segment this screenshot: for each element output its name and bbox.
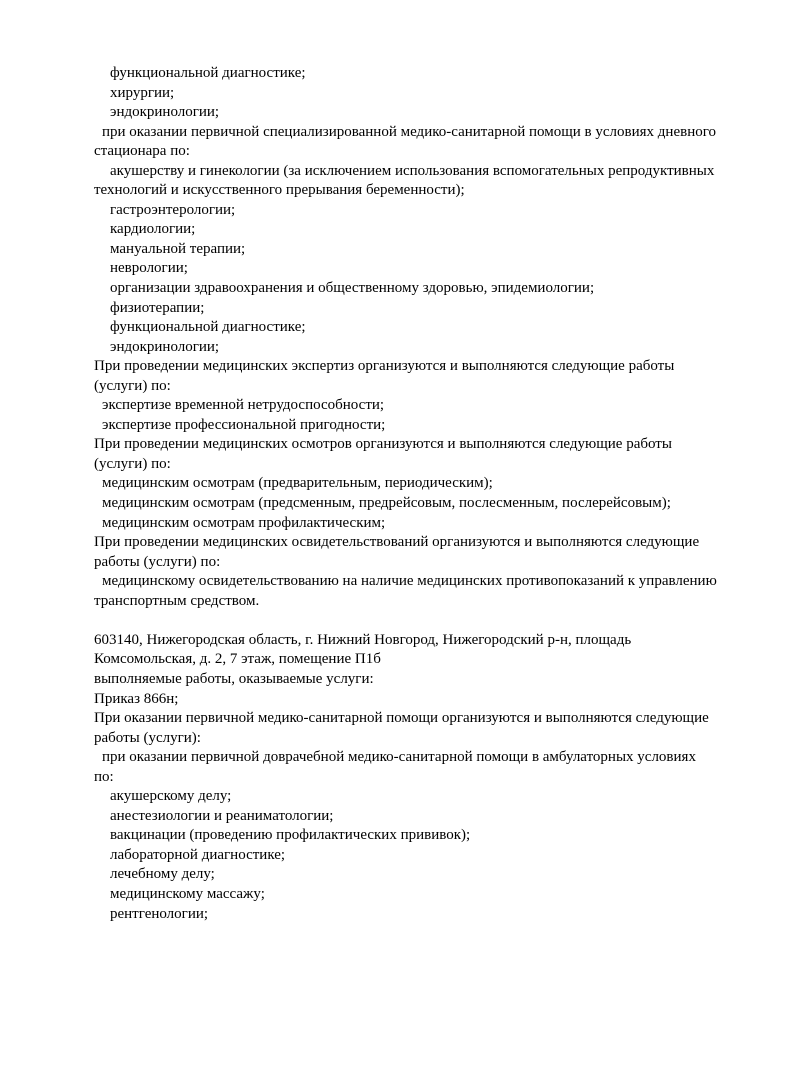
text-line: медицинскому освидетельствованию на наличие медицинских противопоказаний к управлению bbox=[102, 573, 717, 590]
text-line: экспертизе профессиональной пригодности; bbox=[102, 416, 386, 433]
text-line: неврологии; bbox=[110, 260, 188, 277]
document-page bbox=[0, 64, 800, 924]
text-line: функциональной диагностике; bbox=[110, 65, 306, 81]
text-line: хирургии; bbox=[110, 84, 175, 101]
text-line: транспортным средством. bbox=[94, 592, 260, 609]
text-line: эндокринологии; bbox=[110, 104, 220, 121]
text-line: работы (услуги) по: bbox=[94, 553, 221, 570]
text-line: функциональной диагностике; bbox=[110, 319, 306, 336]
text-line: анестезиологии и реаниматологии; bbox=[110, 807, 334, 824]
text-line: акушерству и гинекологии (за исключением использования вспомогательных репродуктивных bbox=[110, 162, 715, 179]
text-line: При оказании первичной медико-санитарной помощи организуются и выполняются следующие bbox=[94, 710, 709, 727]
text-line: при оказании первичной доврачебной медико-санитарной помощи в амбулаторных условиях bbox=[102, 749, 696, 766]
text-line: рентгенологии; bbox=[110, 905, 209, 922]
text-line: При проведении медицинских осмотров организуются и выполняются следующие работы bbox=[94, 436, 672, 453]
text-line: Комсомольская, д. 2, 7 этаж, помещение П1б bbox=[94, 651, 381, 668]
text-line: организации здравоохранения и общественному здоровью, эпидемиологии; bbox=[110, 280, 595, 297]
text-line: лабораторной диагностике; bbox=[110, 846, 286, 863]
text-line: При проведении медицинских освидетельствований организуются и выполняются следующие bbox=[94, 534, 700, 551]
text-line: кардиологии; bbox=[110, 221, 196, 238]
text-line: гастроэнтерологии; bbox=[110, 201, 236, 218]
text-line: мануальной терапии; bbox=[110, 240, 246, 257]
text-line: медицинским осмотрам (предварительным, периодическим); bbox=[102, 475, 493, 492]
text-line: работы (услуги): bbox=[94, 729, 201, 746]
blank-line bbox=[0, 611, 800, 631]
text-line: по: bbox=[94, 768, 114, 785]
text-line: медицинским осмотрам профилактическим; bbox=[102, 514, 386, 531]
text-line: вакцинации (проведению профилактических прививок); bbox=[110, 827, 471, 844]
text-line: лечебному делу; bbox=[110, 866, 215, 883]
text-line: медицинским осмотрам (предсменным, предрейсовым, послесменным, послерейсовым); bbox=[102, 495, 671, 512]
text-line: выполняемые работы, оказываемые услуги: bbox=[94, 670, 374, 687]
text-line: при оказании первичной специализированной медико-санитарной помощи в условиях дневного bbox=[102, 123, 716, 140]
text-line: стационара по: bbox=[94, 143, 190, 160]
text-line: акушерскому делу; bbox=[110, 788, 232, 805]
text-line: (услуги) по: bbox=[94, 455, 171, 472]
text-line: медицинскому массажу; bbox=[110, 885, 265, 902]
text-line: При проведении медицинских экспертиз организуются и выполняются следующие работы bbox=[94, 358, 675, 375]
text-line: (услуги) по: bbox=[94, 377, 171, 394]
text-line: экспертизе временной нетрудоспособности; bbox=[102, 397, 385, 414]
text-line: физиотерапии; bbox=[110, 299, 205, 316]
text-line: эндокринологии; bbox=[110, 338, 220, 355]
text-line: 603140, Нижегородская область, г. Нижний Новгород, Нижегородский р-н, площадь bbox=[94, 631, 632, 648]
text-line: Приказ 866н; bbox=[94, 690, 179, 707]
text-line: технологий и искусственного прерывания беременности); bbox=[94, 182, 465, 199]
